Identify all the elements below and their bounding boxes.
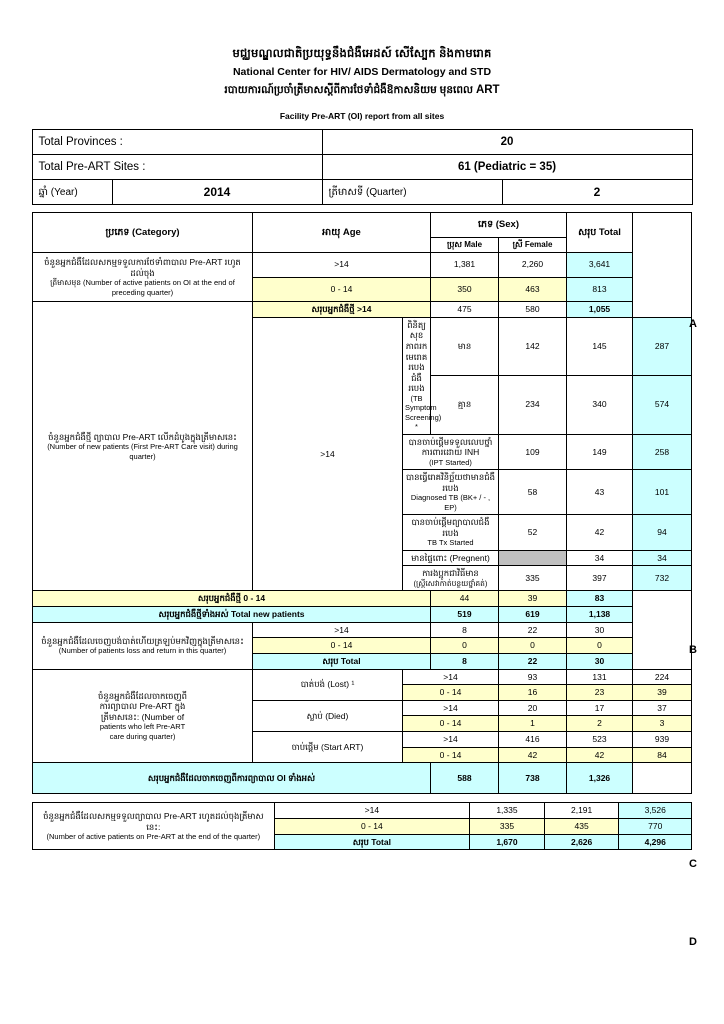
tb-tx-started-label: [403, 515, 499, 551]
age-value: 0 - 14: [274, 818, 470, 834]
section-a-label-en: ត្រីមាសមុន (Number of active patients on OI at the end of preceding quarter): [50, 278, 235, 297]
cell-total: 30: [567, 622, 633, 638]
tb-screening-label-kh: ពិនិត្យសុខភាពរកមេរោគរបេងជំងឺរបេង: [405, 319, 428, 394]
cell-male: 335: [470, 818, 545, 834]
section-d-label: [33, 669, 253, 763]
section-d-label-kh-2: [39, 701, 246, 712]
summary-table: [32, 129, 693, 180]
diagnosed-tb-label: [403, 470, 499, 515]
cell-female: 42: [567, 515, 633, 551]
cell-total: 84: [633, 747, 692, 763]
total-sites-value: 61 (Pediatric = 35): [322, 155, 692, 180]
cell-male: 1,335: [470, 803, 545, 819]
age-value: >14: [253, 622, 431, 638]
age-value: >14: [253, 253, 431, 278]
total-provinces-value: 20: [322, 130, 692, 155]
age-value: 0 - 14: [253, 277, 431, 302]
section-e-label-en: (Number of active patients on Pre-ART at the end of the quarter): [46, 832, 261, 842]
tb-screening-label: [403, 317, 442, 434]
cell-male: 93: [499, 669, 567, 685]
cell-male: 1: [499, 716, 567, 732]
cell-male: 42: [499, 747, 567, 763]
cell-male: 20: [499, 700, 567, 716]
table-row: [33, 302, 692, 318]
cell-total: 1,055: [567, 302, 633, 318]
cell-total: 37: [633, 700, 692, 716]
cell-male: 519: [431, 607, 499, 623]
cell-total: 0: [567, 638, 633, 654]
cell-female: 435: [544, 818, 619, 834]
cell-total: 1,326: [567, 763, 633, 794]
table-row: [32, 130, 692, 155]
table-row: [33, 763, 692, 794]
table-row: [33, 803, 692, 819]
table-header-row: [33, 213, 692, 238]
section-d-label-kh-1: ចំនួនអ្នកជំងឺដែលចាកចេញពី: [97, 690, 188, 701]
age-value: 0 - 14: [253, 638, 431, 654]
section-b-label: [33, 302, 253, 591]
cell-male: 1,381: [431, 253, 499, 278]
table-row: [32, 180, 692, 205]
cell-male: 8: [431, 622, 499, 638]
group-died-label: ស្លាប់ (Died): [253, 700, 403, 731]
age-value: >14: [403, 700, 499, 716]
cell-male: 234: [499, 376, 567, 434]
cell-male-na: [499, 550, 567, 566]
document-header: [22, 46, 702, 121]
cell-female: 463: [499, 277, 567, 302]
cell-male: 142: [499, 317, 567, 375]
section-d-label-kh-2b: Pre-ART ក្នុង: [139, 701, 186, 712]
cell-total: 732: [633, 566, 692, 591]
kh-subtitle: [22, 84, 702, 99]
cell-total: 770: [619, 818, 692, 834]
final-section-table: [32, 802, 692, 850]
age-value: 0 - 14: [403, 685, 499, 701]
marker-a: A: [689, 318, 697, 330]
cell-total: 39: [633, 685, 692, 701]
cell-female: 39: [499, 591, 567, 607]
col-category: ប្រភេទ (Category): [33, 213, 253, 253]
cell-total: 258: [633, 434, 692, 470]
ipt-started-label: [403, 434, 499, 470]
main-report-table: [32, 212, 692, 794]
subtotal-adult-label: សរុបអ្នកជំងឺថ្មី >14: [253, 302, 431, 318]
marker-d: D: [689, 936, 697, 948]
marker-c: C: [689, 858, 697, 870]
cell-female: 43: [567, 470, 633, 515]
en-subtitle: Facility Pre-ART (OI) report from all sites: [279, 111, 445, 121]
section-c-label-en: (Number of patients loss and return in this quarter): [58, 646, 227, 656]
table-row: [33, 607, 692, 623]
total-provinces-label: Total Provinces :: [32, 130, 322, 155]
cell-total: 101: [633, 470, 692, 515]
year-value: 2014: [112, 180, 322, 205]
cell-female: 17: [567, 700, 633, 716]
tb-screening-yes: មាន: [431, 317, 499, 375]
col-total: សរុប Total: [567, 213, 633, 253]
cell-male: 416: [499, 732, 567, 748]
cell-female: 22: [499, 653, 567, 669]
cell-male: 475: [431, 302, 499, 318]
cell-male: 1,670: [470, 834, 545, 850]
col-female: ស្រី Female: [499, 238, 567, 253]
cell-female: 580: [499, 302, 567, 318]
cell-total: 939: [633, 732, 692, 748]
cell-total: 34: [633, 550, 692, 566]
section-a-label-kh: ចំនួនអ្នកជំងឺដែលសកម្មទទួលការថែទាំពាបាល Pre-ART រហូតដល់ចុង: [44, 257, 241, 278]
marker-b: B: [689, 644, 697, 656]
year-label: ឆ្នាំ (Year): [32, 180, 112, 205]
cell-female: 145: [567, 317, 633, 375]
cell-female: 22: [499, 622, 567, 638]
col-sex: ភេទ (Sex): [431, 213, 567, 238]
ipt-label-en: (IPT Started): [429, 457, 472, 467]
cell-female: 2,626: [544, 834, 619, 850]
cell-female: 2,191: [544, 803, 619, 819]
cell-female: 23: [567, 685, 633, 701]
tb-tx-label-kh: បានចាប់ផ្ដើមព្យាបាលជំងឺរបេង: [411, 517, 490, 538]
cell-total: 574: [633, 376, 692, 434]
cell-total: 3,641: [567, 253, 633, 278]
pregnant-label: មានផ្ទៃពោះ (Pregnent): [403, 550, 499, 566]
cell-total: 30: [567, 653, 633, 669]
cell-total: 3,526: [619, 803, 692, 819]
section-d-total-label: សរុបអ្នកជំងឺដែលចាកចេញពីការព្យាបាល OI ទាំងអស់: [33, 763, 431, 794]
section-d-label-kh-2a: ការព្យាបាល: [99, 701, 138, 712]
cell-total: 224: [633, 669, 692, 685]
cell-female: 0: [499, 638, 567, 654]
tb-screening-no: គ្មាន: [431, 376, 499, 434]
cell-total: 1,138: [567, 607, 633, 623]
cell-female: 738: [499, 763, 567, 794]
cell-total: 287: [633, 317, 692, 375]
table-row: [33, 591, 692, 607]
section-c-label: [33, 622, 253, 669]
cell-male: 109: [499, 434, 567, 470]
quarter-label: ត្រីមាសទី (Quarter): [322, 180, 502, 205]
age-value: 0 - 14: [403, 716, 499, 732]
diagnosed-tb-label-kh: បានធ្វើរោគវិនិច្ឆ័យថាមានជំងឺរបេង: [405, 472, 496, 493]
total-sites-label: Total Pre-ART Sites :: [32, 155, 322, 180]
cell-total: 4,296: [619, 834, 692, 850]
tb-screening-label-en: (TB Symptom Screening) *: [405, 394, 442, 432]
table-row: [33, 253, 692, 278]
art-label: ART: [475, 84, 500, 96]
cell-female: 397: [567, 566, 633, 591]
table-row: [33, 669, 692, 685]
cell-male: 44: [431, 591, 499, 607]
cell-total: 813: [567, 277, 633, 302]
en-title: National Center for HIV/ AIDS Dermatology and STD: [232, 66, 492, 78]
section-a-label: [33, 253, 253, 302]
condom-label: [403, 566, 499, 591]
section-e-total-label: សរុប Total: [274, 834, 470, 850]
age-value: >14: [403, 732, 499, 748]
col-age: អាយុ Age: [253, 213, 431, 253]
cell-male: 350: [431, 277, 499, 302]
cell-female: 619: [499, 607, 567, 623]
quarter-value: 2: [502, 180, 692, 205]
period-table: [32, 179, 693, 205]
section-c-label-kh: ចំនួនអ្នកជំងឺដែលចេញបង់បាត់ហើយត្រឡប់មកវិញក្នុងត្រីមាសនេះ: [41, 635, 244, 646]
table-row: [33, 622, 692, 638]
total-new-patients-label: សរុបអ្នកជំងឺថ្មីទាំងអស់ Total new patients: [33, 607, 431, 623]
cell-female: 131: [567, 669, 633, 685]
ipt-label-kh: បានចាប់ផ្ដើមទទួលលេបថ្នាំការពារដោយ INH: [408, 436, 493, 458]
age-value: >14: [274, 803, 470, 819]
section-d-label-kh-5: care during quarter): [109, 731, 176, 741]
subtotal-child-label: សរុបអ្នកជំងឺថ្មី 0 - 14: [33, 591, 431, 607]
cell-female: 42: [567, 747, 633, 763]
table-row: [32, 155, 692, 180]
section-e-label: [33, 803, 275, 850]
section-e-label-kh: ចំនួនអ្នកជំងឺដែលសកម្មទទួលព្យាបាល Pre-ART រហូតដល់ចុងត្រីមាសនេះ:: [43, 810, 264, 832]
condom-label-en: (ស្ត្រីសេវាកាត់បន្ថយថ្នាំគត់): [413, 579, 488, 588]
kh-subtitle-text: របាយការណ៍ប្រចាំត្រីមាសស្ដីពីការថែទាំជំងឺឱកាសនិយម មុនពេល: [224, 84, 474, 96]
section-d-label-kh-3: ត្រីមាសនេះ: (Number of: [100, 711, 185, 722]
cell-female: 523: [567, 732, 633, 748]
cell-male: 58: [499, 470, 567, 515]
age-group-adult: >14: [253, 317, 403, 591]
cell-female: 149: [567, 434, 633, 470]
section-b-label-kh: ចំនួនអ្នកជំងឺថ្មី ព្យាបាល Pre-ART លើកដំបូងក្នុងត្រីមាសនេះ: [48, 431, 237, 442]
cell-male: 588: [431, 763, 499, 794]
cell-female: 2,260: [499, 253, 567, 278]
cell-total: 83: [567, 591, 633, 607]
section-b-label-en: (Number of new patients (First Pre-ART Care visit) during quarter): [47, 442, 238, 461]
cell-male: 8: [431, 653, 499, 669]
section-d-label-kh-4: patients who left Pre-ART: [99, 722, 186, 732]
age-value: 0 - 14: [403, 747, 499, 763]
diagnosed-tb-label-en: Diagnosed TB (BK+ / - , EP): [410, 493, 491, 512]
group-lost-label: បាត់បង់ (Lost) ¹: [253, 669, 403, 700]
cell-female: 34: [567, 550, 633, 566]
cell-male: 52: [499, 515, 567, 551]
cell-male: 16: [499, 685, 567, 701]
tb-tx-label-en: TB Tx Started: [427, 538, 474, 548]
cell-total: 3: [633, 716, 692, 732]
cell-female: 2: [567, 716, 633, 732]
condom-label-kh: ការងប្អូកជាវិធីមាន: [422, 568, 479, 579]
age-value: >14: [403, 669, 499, 685]
group-start-art-label: ចាប់ផ្ដើម (Start ART): [253, 732, 403, 763]
cell-female: 340: [567, 376, 633, 434]
col-male: ប្រុស Male: [431, 238, 499, 253]
section-c-total-label: សរុប Total: [253, 653, 431, 669]
kh-title: មជ្ឈមណ្ឌលជាតិប្រយុទ្ធនឹងជំងឺអេដស៍ សើស្បែក និងកាមរោគ: [232, 48, 492, 60]
cell-total: 94: [633, 515, 692, 551]
cell-male: 335: [499, 566, 567, 591]
cell-male: 0: [431, 638, 499, 654]
